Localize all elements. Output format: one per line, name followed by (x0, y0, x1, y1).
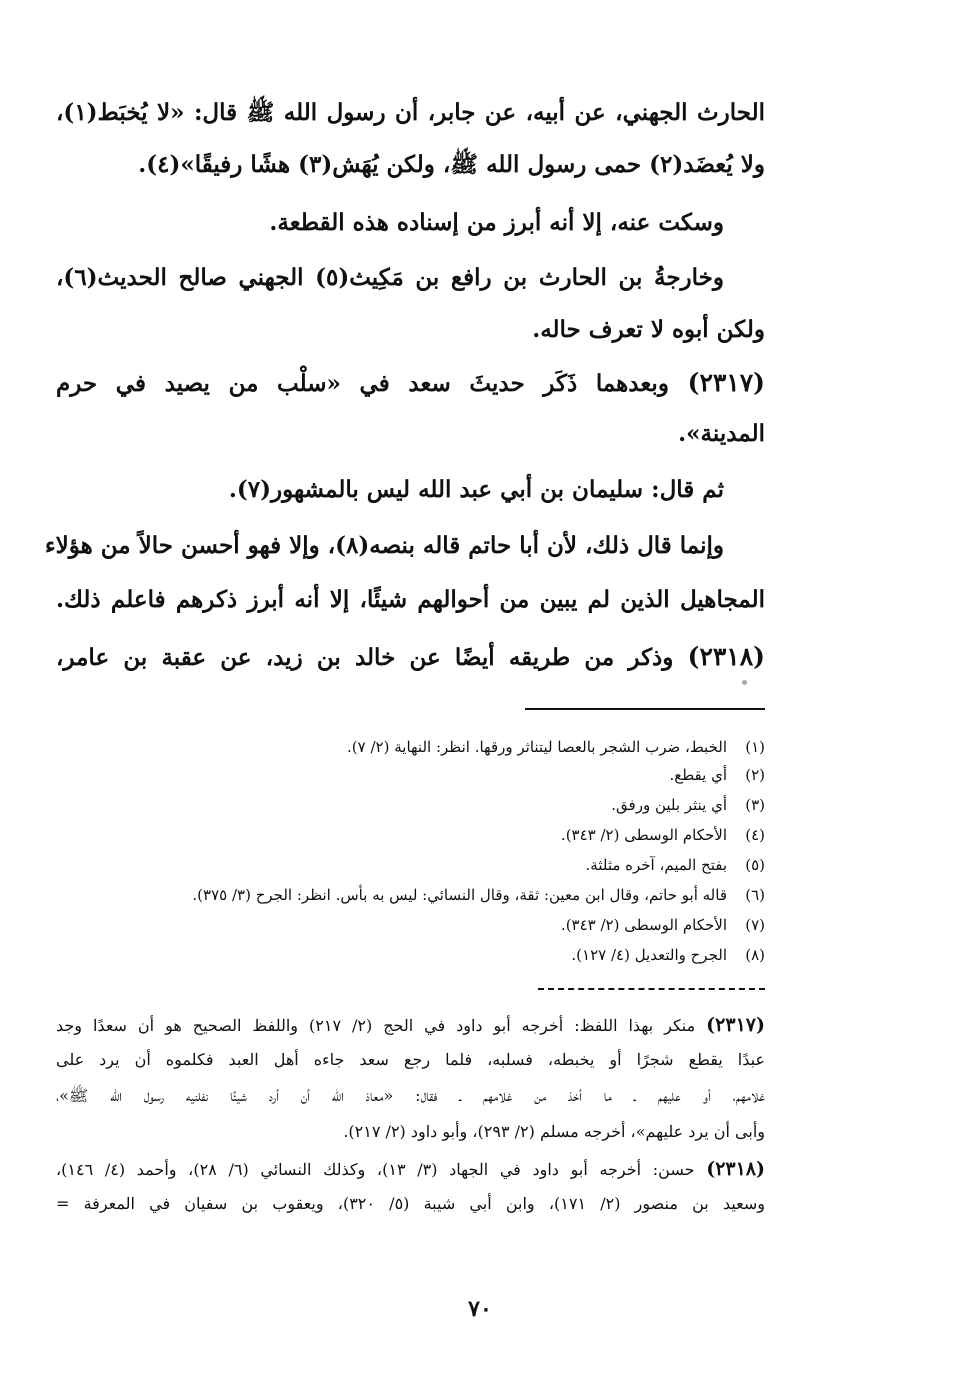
footnote-number: (٥) (745, 856, 765, 874)
main-text-line-10: المجاهيل الذين لم يبين من أحوالهم شيئًا، إلا أنه أبرز ذكرهم فاعلم ذلك. (56, 586, 765, 613)
footnote-number: (٦) (745, 886, 765, 904)
footnote-number: (٣) (745, 796, 765, 814)
hadith-2318-line (56, 642, 765, 671)
footnote-text: بفتح الميم، آخره مثلثة. (585, 856, 727, 874)
takhrij-2317-number: (٢٣١٧) (706, 1014, 765, 1036)
footnote-number: (٧) (745, 916, 765, 934)
footnote-6 (192, 886, 765, 904)
footnote-text: الجرح والتعديل (٤/ ١٢٧). (571, 946, 727, 964)
footnote-2 (670, 766, 766, 784)
takhrij-2318-number: (٢٣١٨) (706, 1158, 766, 1180)
footnote-4 (561, 826, 765, 844)
footnote-text: الخبط، ضرب الشجر بالعصا ليتناثر ورقها. انظر: النهاية (٢/ ٧). (347, 738, 727, 756)
scan-speck (742, 680, 747, 685)
footnote-number: (٨) (745, 946, 765, 964)
footnote-text: أي ينثر بلين ورفق. (611, 796, 727, 814)
takhrij-separator (538, 988, 765, 990)
footnote-number: (٢) (745, 766, 765, 784)
main-text-line-5: ولكن أبوه لا تعرف حاله. (532, 316, 765, 343)
footnote-8 (571, 946, 765, 964)
takhrij-2318-line-2: وسعيد بن منصور (٢/ ١٧١)، وابن أبي شيبة (٥/ ٣٢٠)، ويعقوب بن سفيان في المعرفة = (56, 1194, 766, 1213)
main-text-line-9: وإنما قال ذلك، لأن أبا حاتم قاله بنصه(٨)، وإلا فهو أحسن حالاً من هؤلاء (44, 532, 724, 559)
footnote-separator (525, 708, 765, 710)
footnote-5 (586, 856, 765, 874)
footnote-1 (347, 738, 765, 756)
takhrij-2318-line-1 (56, 1158, 765, 1180)
page-number: ٧٠ (468, 1296, 492, 1322)
hadith-2317-text: وبعدهما ذَكَر حديثَ سعد في «سلْب من يصيد في حرم (56, 370, 669, 397)
main-text-line-4: وخارجةُ بن الحارث بن رافع بن مَكِيث(٥) الجهني صالح الحديث(٦)، (56, 264, 724, 291)
main-text-line-1 (56, 98, 765, 132)
footnote-text: الأحكام الوسطى (٢/ ٣٤٣). (560, 826, 727, 844)
takhrij-2317-line-2: عبدًا يقطع شجرًا أو يخبطه، فسلبه، فلما رجع سعد جاءه أهل العبد فكلموه أن يرد على (56, 1050, 766, 1069)
takhrij-2318-text-1: حسن: أخرجه أبو داود في الجهاد (٣/ ١٣)، وكذلك النسائي (٦/ ٢٨)، وأحمد (٤/ ١٤٦)، (56, 1160, 695, 1179)
footnote-text: أي يقطع. (669, 766, 727, 784)
hadith-2318-text: وذكر من طريقه أيضًا عن خالد بن زيد، عن عقبة بن عامر، (56, 644, 674, 671)
footnote-number: (١) (745, 738, 765, 756)
footnote-text: الأحكام الوسطى (٢/ ٣٤٣). (560, 916, 727, 934)
hadith-2317-cont: المدينة». (678, 420, 765, 447)
takhrij-2317-text-1: منكر بهذا اللفظ: أخرجه أبو داود في الحج (٢/ ٢١٧) واللفظ الصحيح هو أن سعدًا وجد (56, 1016, 696, 1035)
main-text-line-3: وسكت عنه، إلا أنه أبرز من إسناده هذه القطعة. (269, 209, 724, 236)
footnote-7 (561, 916, 765, 934)
footnote-text: قاله أبو حاتم، وقال ابن معين: ثقة، وقال النسائي: ليس به بأس. انظر: الجرح (٣/ ٣٧٥). (192, 886, 727, 904)
main-text-line-2: ولا يُعضَد(٢) حمى رسول الله ﷺ، ولكن يُهَش(٣) هشًا رفيقًا»(٤). (138, 151, 765, 178)
hadith-2318-number: (٢٣١٨) (687, 642, 765, 671)
main-text-line-8: ثم قال: سليمان بن أبي عبد الله ليس بالمشهور(٧). (228, 476, 724, 503)
hadith-2317-line (56, 368, 765, 397)
takhrij-2317-line-3: غلامهم، أو عليهم ـ ما أخذ من غلامهم ـ فقال: «معاذ الله أن أرد شيئًا نفلنيه رسول الله ﷺ»، (56, 1086, 765, 1105)
main-text-line-1-a: الحارث الجهني، عن أبيه، عن جابر، أن رسول الله ﷺ قال: «لا يُخبَط(١)، (56, 99, 765, 126)
takhrij-2317-line-4: وأبى أن يرد عليهم»، أخرجه مسلم (٢/ ٢٩٣)، وأبو داود (٢/ ٢١٧). (343, 1122, 765, 1141)
footnote-3 (611, 796, 765, 814)
footnote-number: (٤) (745, 826, 765, 844)
hadith-2317-number: (٢٣١٧) (687, 368, 765, 397)
takhrij-2317-line-1 (56, 1014, 765, 1036)
